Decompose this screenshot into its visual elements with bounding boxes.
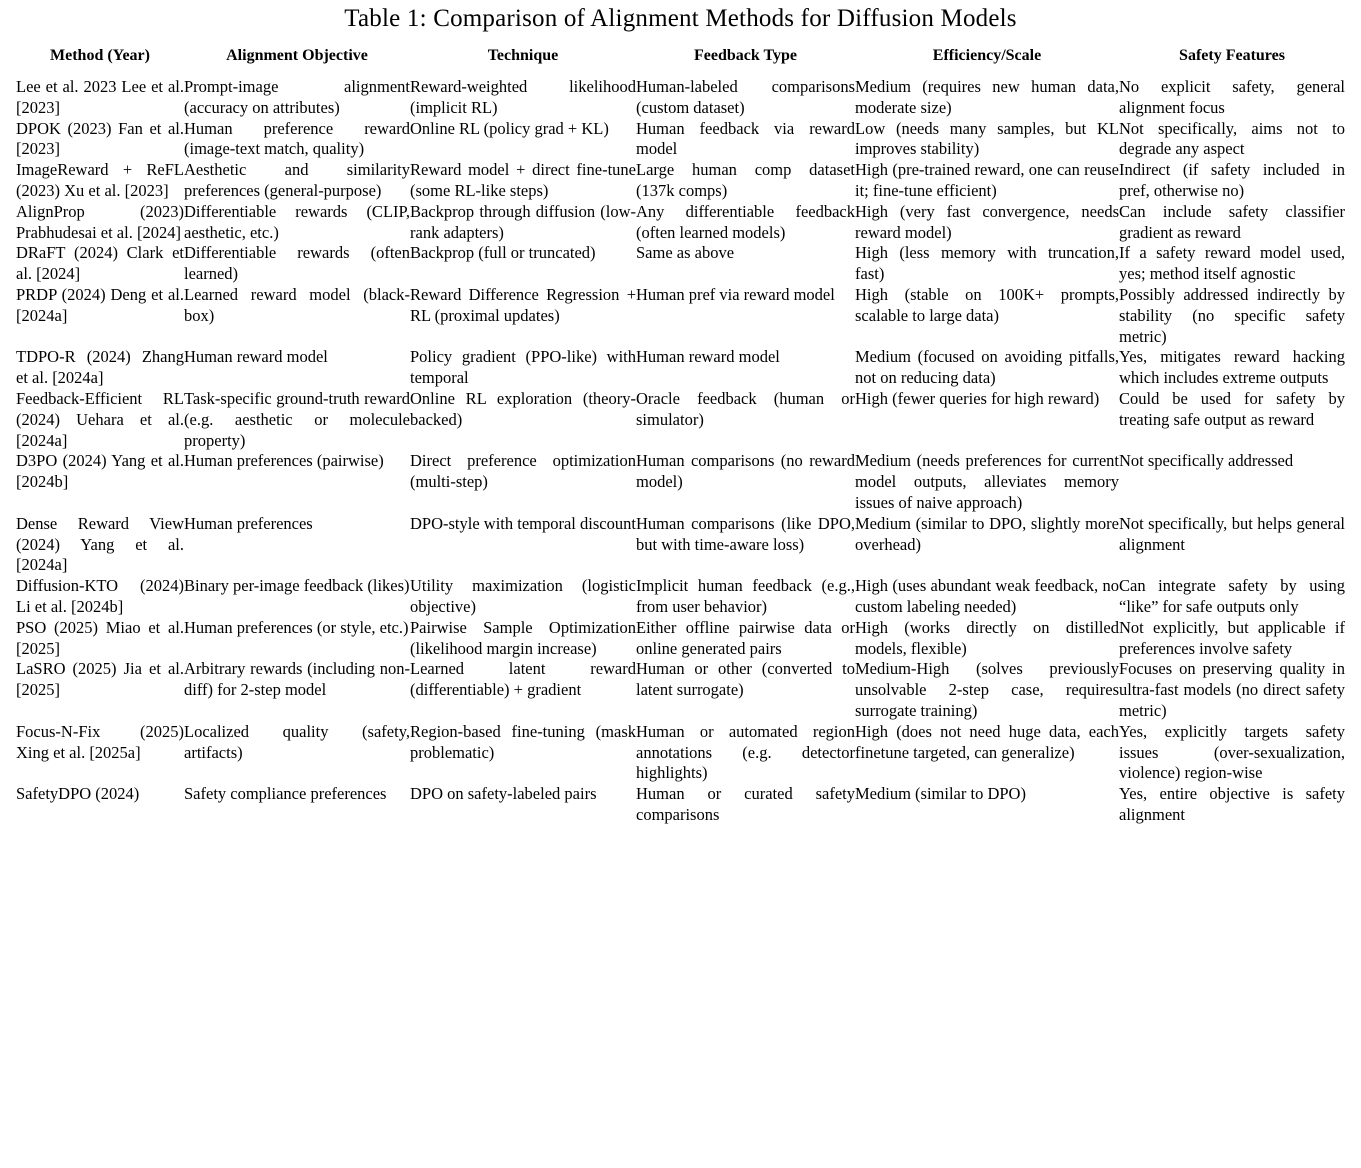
cell-alignment-objective: Human preference reward (image-text match, quality) [184, 118, 410, 159]
cell-alignment-objective: Arbitrary rewards (including non-diff) for 2-step model [184, 659, 410, 700]
table-row [16, 576, 1345, 618]
cell-alignment-objective: Human preferences (or style, etc.) [184, 617, 409, 637]
cell-alignment-objective: Task-specific ground-truth reward (e.g. aesthetic or molecule property) [184, 388, 410, 450]
cell-method: AlignProp (2023) Prabhudesai et al. [2024] [16, 201, 184, 242]
cell-feedback-type: Human comparisons (like DPO, but with time-aware loss) [636, 513, 855, 554]
cell-technique: Region-based fine-tuning (mask problematic) [410, 721, 636, 762]
cell-safety-features: Yes, mitigates reward hacking which includes extreme outputs [1119, 347, 1345, 388]
cell-technique: Policy gradient (PPO-like) with temporal [410, 347, 636, 388]
table-row [16, 722, 1345, 784]
table-row [16, 202, 1345, 244]
cell-feedback-type: Human-labeled comparisons (custom dataset) [636, 77, 855, 117]
cell-alignment-objective: Aesthetic and similarity preferences (general-purpose) [184, 160, 410, 200]
cell-safety-features: Possibly addressed indirectly by stability (no specific safety metric) [1119, 284, 1345, 346]
cell-technique: Online RL exploration (theory-backed) [410, 388, 636, 429]
cell-method: DPOK (2023) Fan et al. [2023] [16, 118, 184, 159]
cell-feedback-type: Human or automated region annotations (e.g. detector highlights) [636, 721, 855, 783]
cell-alignment-objective: Human reward model [184, 347, 328, 367]
cell-technique: Learned latent reward (differentiable) + gradient [410, 659, 636, 700]
cell-technique: Reward Difference Regression + RL (proximal updates) [410, 284, 636, 325]
table-row [16, 77, 1345, 119]
cell-safety-features: Not specifically addressed [1119, 451, 1294, 471]
table-row [16, 285, 1345, 347]
cell-technique: Utility maximization (logistic objective) [410, 576, 636, 616]
cell-safety-features: Focuses on preserving quality in ultra-fast models (no direct safety metric) [1119, 659, 1345, 720]
cell-technique: DPO on safety-labeled pairs [410, 784, 597, 804]
table-row [16, 160, 1345, 202]
cell-technique: DPO-style with temporal discount [410, 513, 636, 533]
column-header-technique: Technique [487, 47, 559, 64]
cell-feedback-type: Any differentiable feedback (often learned models) [636, 201, 855, 242]
cell-feedback-type: Human feedback via reward model [636, 118, 855, 159]
cell-technique: Pairwise Sample Optimization (likelihood margin increase) [410, 617, 636, 658]
header-spacer-top [16, 40, 1345, 47]
cell-method: ImageReward + ReFL (2023) Xu et al. [2023] [16, 160, 184, 200]
cell-safety-features: Can include safety classifier gradient as reward [1119, 201, 1345, 242]
cell-method: Dense Reward View (2024) Yang et al. [2024a] [16, 513, 184, 575]
cell-efficiency-scale: Low (needs many samples, but KL improves stability) [855, 118, 1119, 159]
cell-feedback-type: Either offline pairwise data or online generated pairs [636, 617, 855, 658]
column-header-method: Method (Year) [50, 47, 150, 64]
comparison-table [16, 40, 1345, 826]
cell-efficiency-scale: High (less memory with truncation, fast) [855, 243, 1119, 284]
cell-feedback-type: Same as above [636, 243, 735, 263]
table-row [16, 784, 1345, 826]
cell-efficiency-scale: High (uses abundant weak feedback, no custom labeling needed) [855, 576, 1119, 616]
cell-efficiency-scale: High (works directly on distilled models, flexible) [855, 617, 1119, 658]
cell-alignment-objective: Differentiable rewards (often learned) [184, 243, 410, 284]
cell-method: Diffusion-KTO (2024) Li et al. [2024b] [16, 576, 184, 616]
cell-efficiency-scale: High (very fast convergence, needs reward model) [855, 201, 1119, 242]
cell-efficiency-scale: High (fewer queries for high reward) [855, 388, 1100, 408]
cell-technique: Backprop (full or truncated) [410, 243, 596, 263]
column-header-alignment-objective: Alignment Objective [226, 47, 368, 64]
cell-alignment-objective: Differentiable rewards (CLIP, aesthetic, etc.) [184, 201, 410, 242]
cell-safety-features: Not explicitly, but applicable if preferences involve safety [1119, 617, 1345, 658]
table-caption: Table 1: Comparison of Alignment Methods for Diffusion Models [344, 5, 1017, 32]
cell-alignment-objective: Localized quality (safety, artifacts) [184, 721, 410, 762]
cell-safety-features: Not specifically, aims not to degrade any aspect [1119, 118, 1345, 159]
cell-safety-features: No explicit safety, general alignment focus [1119, 77, 1345, 117]
cell-safety-features: Indirect (if safety included in pref, otherwise no) [1119, 160, 1345, 200]
table-row [16, 659, 1345, 721]
cell-alignment-objective: Binary per-image feedback (likes) [184, 576, 410, 596]
cell-alignment-objective: Human preferences [184, 513, 313, 533]
cell-technique: Online RL (policy grad + KL) [410, 118, 609, 138]
cell-method: D3PO (2024) Yang et al. [2024b] [16, 451, 184, 492]
cell-method: SafetyDPO (2024) [16, 784, 140, 804]
cell-feedback-type: Human pref via reward model [636, 284, 835, 304]
table-body [16, 77, 1345, 826]
cell-efficiency-scale: Medium-High (solves previously unsolvable 2-step case, requires surrogate training) [855, 659, 1119, 720]
cell-efficiency-scale: Medium (requires new human data, moderate size) [855, 77, 1119, 117]
cell-efficiency-scale: Medium (similar to DPO, slightly more overhead) [855, 513, 1119, 554]
cell-alignment-objective: Human preferences (pairwise) [184, 451, 384, 471]
cell-efficiency-scale: High (does not need huge data, each finetune targeted, can generalize) [855, 721, 1119, 762]
table-row [16, 451, 1345, 513]
cell-technique: Direct preference optimization (multi-step) [410, 451, 636, 492]
cell-method: Lee et al. 2023 Lee et al. [2023] [16, 77, 184, 117]
cell-efficiency-scale: Medium (similar to DPO) [855, 784, 1026, 804]
cell-efficiency-scale: High (pre-trained reward, one can reuse it; fine-tune efficient) [855, 160, 1119, 200]
cell-safety-features: Yes, explicitly targets safety issues (over-sexualization, violence) region-wise [1119, 721, 1345, 783]
column-header-feedback-type: Feedback Type [694, 47, 797, 64]
cell-safety-features: Can integrate safety by using “like” for safe outputs only [1119, 576, 1345, 616]
cell-feedback-type: Human or curated safety comparisons [636, 784, 855, 824]
cell-method: DRaFT (2024) Clark et al. [2024] [16, 243, 184, 284]
cell-technique: Backprop through diffusion (low-rank adapters) [410, 201, 636, 242]
table-row [16, 243, 1345, 285]
cell-feedback-type: Oracle feedback (human or simulator) [636, 388, 855, 429]
cell-feedback-type: Implicit human feedback (e.g., from user behavior) [636, 576, 855, 616]
cell-safety-features: Could be used for safety by treating safe output as reward [1119, 388, 1345, 429]
cell-technique: Reward-weighted likelihood (implicit RL) [410, 77, 636, 117]
cell-method: Focus-N-Fix (2025) Xing et al. [2025a] [16, 721, 184, 762]
cell-alignment-objective: Learned reward model (black-box) [184, 284, 410, 325]
cell-feedback-type: Human or other (converted to latent surrogate) [636, 659, 855, 700]
cell-technique: Reward model + direct fine-tune (some RL-like steps) [410, 160, 636, 200]
cell-feedback-type: Human reward model [636, 347, 780, 367]
cell-safety-features: Not specifically, but helps general alignment [1119, 513, 1345, 554]
cell-efficiency-scale: Medium (focused on avoiding pitfalls, not on reducing data) [855, 347, 1119, 388]
cell-safety-features: If a safety reward model used, yes; method itself agnostic [1119, 243, 1345, 284]
table-row [16, 389, 1345, 451]
cell-method: TDPO-R (2024) Zhang et al. [2024a] [16, 347, 184, 388]
table-row [16, 347, 1345, 389]
cell-alignment-objective: Prompt-image alignment (accuracy on attributes) [184, 77, 410, 117]
cell-feedback-type: Human comparisons (no reward model) [636, 451, 855, 492]
cell-efficiency-scale: Medium (needs preferences for current model outputs, alleviates memory issues of naive approach) [855, 451, 1119, 512]
column-header-efficiency-scale: Efficiency/Scale [932, 47, 1042, 64]
cell-method: PSO (2025) Miao et al. [2025] [16, 617, 184, 658]
table-row [16, 119, 1345, 161]
column-header-safety-features: Safety Features [1179, 47, 1285, 64]
header-spacer-bottom [16, 65, 1345, 72]
cell-safety-features: Yes, entire objective is safety alignment [1119, 784, 1345, 824]
table-row [16, 514, 1345, 576]
cell-method: Feedback-Efficient RL (2024) Uehara et al. [2024a] [16, 388, 184, 450]
table-header-row [16, 47, 1345, 65]
cell-efficiency-scale: High (stable on 100K+ prompts, scalable to large data) [855, 284, 1119, 325]
table-row [16, 618, 1345, 660]
cell-feedback-type: Large human comp dataset (137k comps) [636, 160, 855, 200]
cell-method: PRDP (2024) Deng et al. [2024a] [16, 284, 184, 325]
cell-method: LaSRO (2025) Jia et al. [2025] [16, 659, 184, 700]
cell-alignment-objective: Safety compliance preferences [184, 784, 387, 804]
